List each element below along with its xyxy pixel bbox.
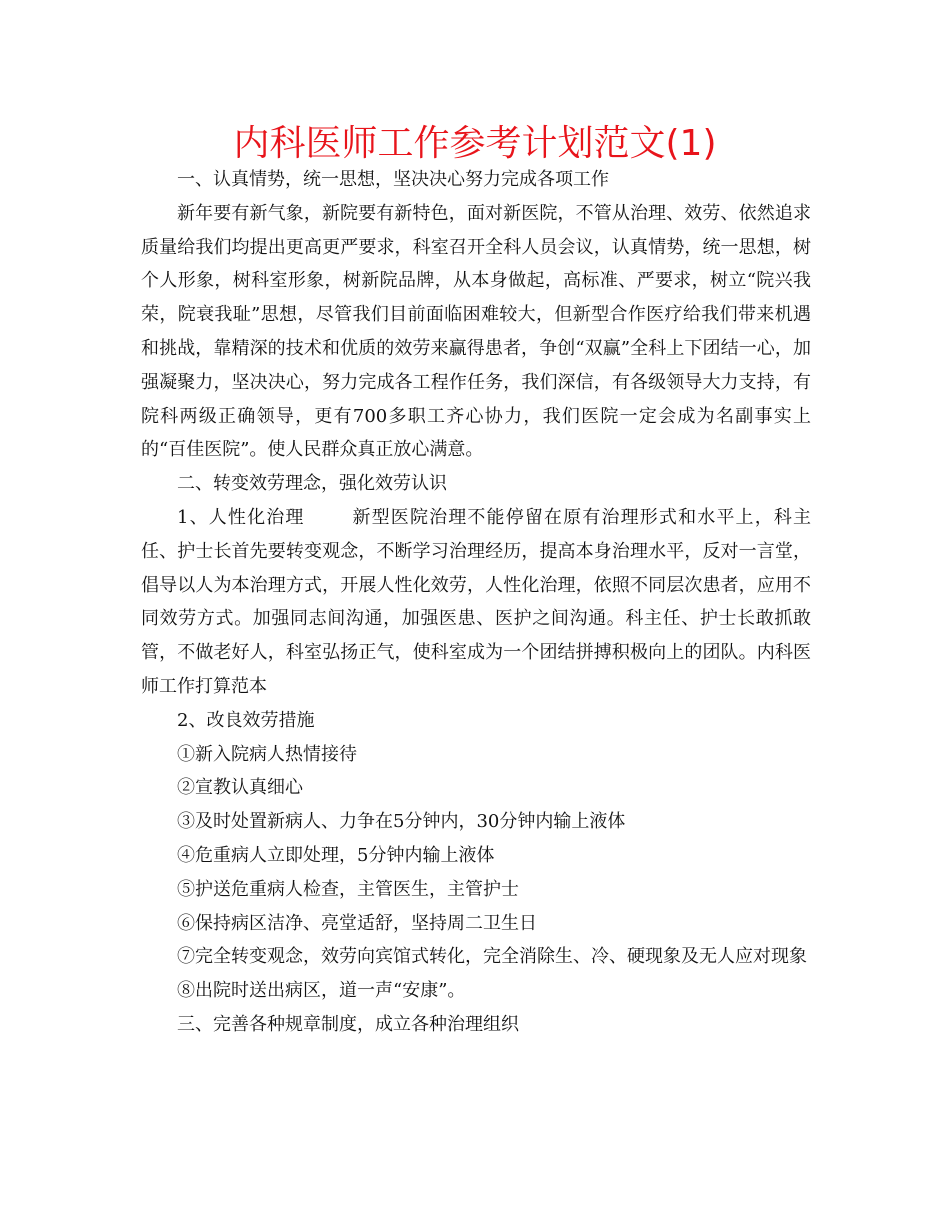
section-heading-2: 二、转变效劳理念，强化效劳认识 [177,473,447,495]
measure-item: ⑦完全转变观念，效劳向宾馆式转化，完全消除生、冷、硬现象及无人应对现象 [177,946,807,968]
measure-item: ⑥保持病区洁净、亮堂适舒，坚持周二卫生日 [177,912,537,934]
item-1-text: 新型医院治理不能停留在原有治理形式和水平上，科主任、护士长首先要转变观念，不断学习治理经历，提高本身治理水平，反对一言堂，倡导以人为本治理方式，开展人性化效劳，人性化治理，依照不同层次患者，应用不同效劳方式。加强同志间沟通，加强医患、医护之间沟通。科主任、护士长敢抓敢管，不做老好人，科室弘扬正气，使科室成为一个团结拼搏积极向上的团队。内科医师工作打算范本 [141,506,812,697]
item-2-label: 2、改良效劳措施 [177,709,315,731]
measure-item: ④危重病人立即处理，5分钟内输上液体 [177,844,495,866]
measure-item: ⑧出院时送出病区，道一声“安康”。 [177,980,466,1002]
item-1-label: 1、人性化治理 [177,506,305,528]
item-1-paragraph [141,501,811,704]
measure-item: ⑤护送危重病人检查，主管医生，主管护士 [177,878,519,900]
measure-item: ③及时处置新病人、力争在5分钟内，30分钟内输上液体 [177,811,626,833]
measure-item: ②宣教认真细心 [177,777,303,799]
document-body [141,163,811,1042]
section-heading-1: 一、认真情势，统一思想，坚决决心努力完成各项工作 [177,169,609,190]
measure-item: ①新入院病人热情接待 [177,743,357,765]
section-1-paragraph: 新年要有新气象，新院要有新特色，面对新医院，不管从治理、效劳、依然追求质量给我们均提出更高更严要求，科室召开全科人员会议，认真情势，统一思想，树个人形象，树科室形象，树新院品牌，从本身做起，高标准、严要求，树立“院兴我荣，院衰我耻”思想，尽管我们目前面临困难较大，但新型合作医疗给我们带来机遇和挑战，靠精深的技术和优质的效劳来赢得患者，争创“双赢”全科上下团结一心，加强凝聚力，坚决决心，努力完成各工程作任务，我们深信，有各级领导大力支持，有院科两级正确领导，更有700多职工齐心协力，我们医院一定会成为名副事实上的“百佳医院”。使人民群众真正放心满意。 [141,202,811,461]
document-title: 内科医师工作参考计划范文(1) [233,123,717,164]
section-heading-3: 三、完善各种规章制度，成立各种治理组织 [177,1013,519,1035]
